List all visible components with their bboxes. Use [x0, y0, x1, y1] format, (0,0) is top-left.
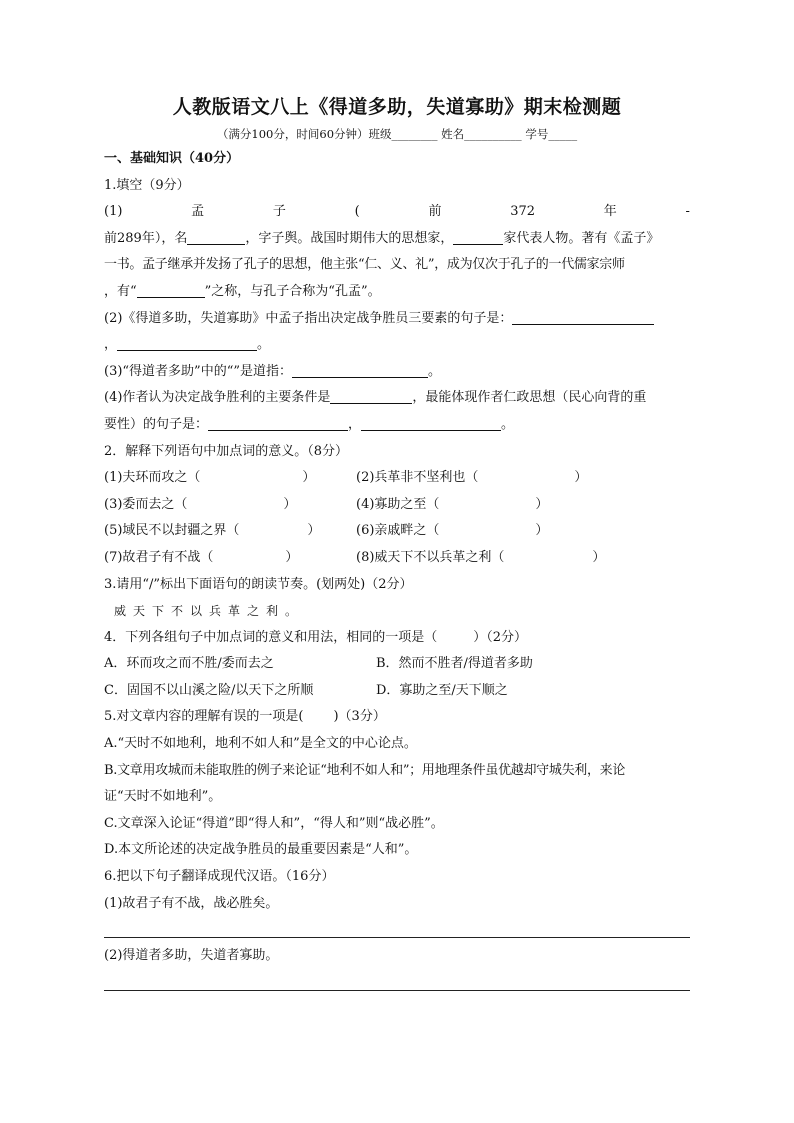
q1-token: (1) [104, 204, 123, 220]
q4-text: 4．下列各组句子中加点词的意义和用法，相同的一项是（ [104, 629, 438, 645]
q1-text: 。 [428, 363, 442, 379]
q1-text: 。 [501, 416, 515, 432]
q1-text: 前289年），名 [104, 230, 188, 246]
q1-text: (4)作者认为决定战争胜利的主要条件是 [104, 390, 331, 406]
q1-text: ，有“ [104, 283, 137, 299]
q2-item: (5)域民不以封疆之界（ [104, 523, 240, 539]
page-title: 人教版语文八上《得道多助，失道寡助》期末检测题 [172, 96, 622, 118]
q2-item: (6)亲戚畔之（ [356, 523, 440, 539]
q2-item: (7)故君子有不战（ [104, 549, 214, 565]
q4-option-c[interactable]: C．固国不以山溪之险/以天下之所顺 [104, 682, 314, 698]
answer-blank[interactable] [292, 361, 428, 378]
q3-sentence-text: 威天下不以兵革之利。 [114, 604, 305, 619]
q1-text: 要性）的句子是： [104, 416, 209, 432]
q6-answer-area-1[interactable] [104, 917, 690, 943]
q1-text: (3)“得道者多助”中的“”是道指： [104, 363, 292, 379]
answer-blank[interactable] [187, 228, 245, 245]
answer-line[interactable] [104, 937, 690, 938]
q2-item-close: ） [285, 549, 299, 565]
q1-token: 孟 [191, 204, 205, 220]
q2-item: (3)委而去之（ [104, 496, 188, 512]
q1-p4-line2 [104, 412, 690, 439]
answer-blank[interactable] [453, 228, 503, 245]
q4-row [104, 651, 690, 678]
q1-p1-line1 [104, 199, 690, 226]
q2-item: (4)寡助之至（ [356, 496, 440, 512]
page-subtitle: （满分100分，时间60分钟）班级________ 姓名__________ 学号_____ [216, 127, 578, 141]
q1-p2-line2 [104, 332, 690, 359]
q2-item-close: ） [307, 523, 321, 539]
q1-token: - [685, 204, 690, 220]
q1-p1-line3: 一书。孟子继承并发扬了孔子的思想，他主张“仁、义、礼”，成为仅次于孔子的一代儒家宗师 [104, 257, 625, 273]
q4-label [104, 625, 690, 652]
q1-p1-line2 [104, 226, 690, 253]
q5-option-d[interactable]: D.本文所论述的决定战争胜员的最重要因素是“人和”。 [104, 842, 418, 858]
q1-text: ，最能体现作者仁政思想（民心向背的重 [412, 390, 647, 406]
q2-row [104, 465, 690, 492]
answer-blank[interactable] [137, 281, 205, 298]
q3-sentence [104, 598, 690, 625]
q2-item-close: ） [592, 549, 606, 565]
answer-blank[interactable] [512, 308, 654, 325]
q4-option-b[interactable]: B．然而不胜者/得道者多助 [376, 656, 533, 672]
q4-text: ）（2分） [473, 629, 528, 645]
q3-label: 3.请用“/”标出下面语句的朗读节奏。(划两处)（2分） [104, 576, 413, 592]
q1-label: 1.填空（9分） [104, 177, 190, 193]
answer-blank[interactable] [361, 414, 501, 431]
q2-item-close: ） [283, 496, 297, 512]
q6-label: 6.把以下句子翻译成现代汉语。（16分） [104, 869, 335, 885]
q2-item-close: ） [535, 496, 549, 512]
q1-p3 [104, 359, 690, 386]
q5-text: 5.对文章内容的理解有误的一项是( [104, 709, 304, 725]
q1-text: 。 [257, 337, 271, 353]
q1-text: ”之称，与孔子合称为“孔孟”。 [204, 283, 381, 299]
q4-option-a[interactable]: A．环而攻之而不胜/委而去之 [104, 656, 274, 672]
answer-line[interactable] [104, 990, 690, 991]
q1-p2-line1 [104, 306, 690, 333]
q2-item-close: ） [535, 523, 549, 539]
q1-text: ， [104, 337, 118, 353]
section-heading: 一、基础知识（40分） [104, 151, 240, 166]
q1-p1-line4 [104, 279, 690, 306]
q4-row [104, 678, 690, 705]
q6-answer-area-2[interactable] [104, 970, 690, 996]
q5-text: )（3分） [333, 709, 386, 725]
q1-token: 前 [428, 204, 442, 220]
answer-blank[interactable] [208, 414, 348, 431]
q6-sentence-2: (2)得道者多助，失道者寡助。 [104, 948, 279, 964]
q2-label: 2．解释下列语句中加点词的意义。（8分） [104, 443, 349, 459]
q1-token: ( [354, 204, 360, 220]
q1-p4-line1 [104, 385, 690, 412]
answer-blank[interactable] [330, 387, 412, 404]
q1-text: (2)《得道多助，失道寡助》中孟子指出决定战争胜员三要素的句子是： [104, 310, 513, 326]
q5-option-b[interactable]: B.文章用攻城而未能取胜的例子来论证“地利不如人和”；用地理条件虽优越却守城失利，来论 [104, 762, 626, 778]
q4-option-d[interactable]: D．寡助之至/天下顺之 [376, 682, 508, 698]
q1-text: ， [348, 416, 362, 432]
q2-item: (8)威天下不以兵革之利（ [356, 549, 505, 565]
q1-token: 子 [272, 204, 286, 220]
q1-text: 家代表人物。著有《孟子》 [503, 230, 660, 246]
answer-blank[interactable] [117, 334, 257, 351]
q2-item-close: ） [302, 470, 316, 486]
q2-row [104, 492, 690, 519]
q5-option-a[interactable]: A.“天时不如地利，地利不如人和”是全文的中心论点。 [104, 736, 417, 752]
q1-token: 372 [510, 204, 536, 220]
q2-item-close: ） [574, 470, 588, 486]
q2-row [104, 545, 690, 572]
q5-option-c[interactable]: C.文章深入论证“得道”即“得人和”，“得人和”则“战必胜”。 [104, 815, 444, 831]
q1-text: ，字子舆。战国时期伟大的思想家， [245, 230, 454, 246]
q2-item: (2)兵革非不坚利也（ [356, 470, 479, 486]
q5-label [104, 704, 690, 731]
exam-page [104, 92, 690, 996]
q6-sentence-1: (1)故君子有不战，战必胜矣。 [104, 895, 279, 911]
q5-option-b-cont: 证“天时不如地利”。 [104, 789, 222, 805]
q2-item: (1)夫环而攻之（ [104, 470, 201, 486]
q2-row [104, 518, 690, 545]
q1-token: 年 [603, 204, 617, 220]
